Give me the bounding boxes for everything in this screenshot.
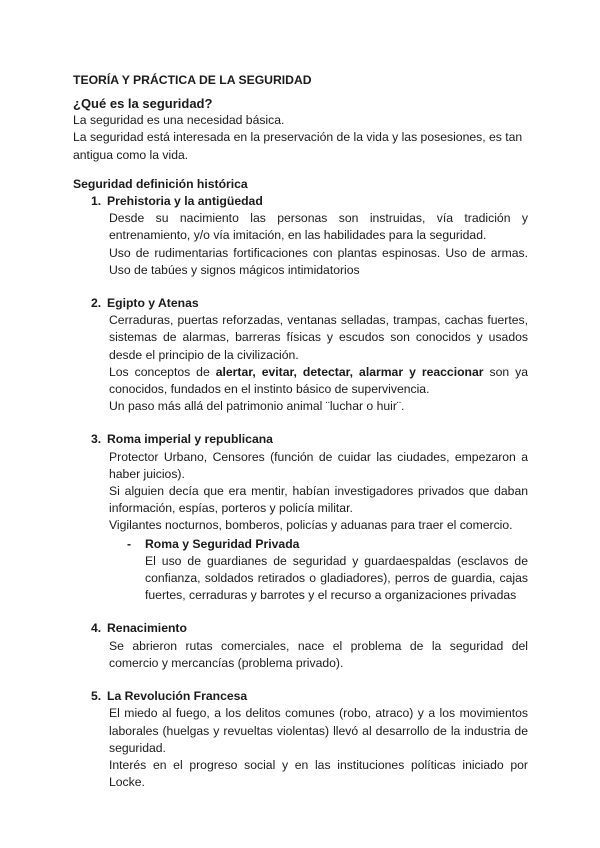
item-body <box>73 449 528 535</box>
item-title: La Revolución Francesa <box>107 689 248 704</box>
paragraph: Uso de rudimentarias fortificaciones con plantas espinosas. Uso de armas. Uso de tabúes y signos mágicos intimidatorios <box>109 245 528 277</box>
section-heading: Seguridad definición histórica <box>73 176 248 191</box>
list-item <box>73 620 528 672</box>
item-heading <box>73 620 528 637</box>
question-heading: ¿Qué es la seguridad? <box>73 96 213 112</box>
bold-concepts: alertar, evitar, detectar, alarmar y reaccionar <box>215 364 484 379</box>
item-body <box>73 638 528 672</box>
paragraph: Interés en el progreso social y en las instituciones políticas iniciado por Locke. <box>109 757 528 790</box>
document-title: TEORÍA Y PRÁCTICA DE LA SEGURIDAD <box>73 73 312 87</box>
list-item <box>73 431 528 604</box>
item-number: 5. <box>91 689 102 704</box>
paragraph: Vigilantes nocturnos, bomberos, policías y aduanas para traer el comercio. <box>109 518 513 533</box>
paragraph: Protector Urbano, Censores (función de cuidar las ciudades, empezaron a haber juicios). <box>109 449 528 481</box>
dash-bullet: - <box>127 536 132 551</box>
item-body <box>73 705 528 791</box>
paragraph: Si alguien decía que era mentir, habían investigadores privados que daban información, espías, porteros y policía militar. <box>109 484 528 516</box>
list-item <box>73 193 528 279</box>
item-heading <box>73 431 528 448</box>
paragraph: Desde su nacimiento las personas son instruidas, vía tradición y entrenamiento, y/o vía imitación, en las habilidades para la seguridad. <box>109 211 528 243</box>
intro-line-2: La seguridad está interesada en la preservación de la vida y las posesiones, es tan antigua como la vida. <box>73 130 523 162</box>
document-page <box>73 72 528 791</box>
item-title: Prehistoria y la antigüedad <box>107 194 263 209</box>
paragraph: El miedo al fuego, a los delitos comunes (robo, atraco) y a los movimientos laborales (huelgas y revueltas violentas) llevó al desarrollo de la industria de seguridad. <box>109 706 528 755</box>
item-title: Egipto y Atenas <box>107 296 199 311</box>
item-number: 3. <box>91 432 102 447</box>
list-item <box>73 688 528 791</box>
sub-item-title: Roma y Seguridad Privada <box>145 536 300 551</box>
paragraph: Cerraduras, puertas reforzadas, ventanas selladas, trampas, cachas fuertes, sistemas de alarmas, barreras físicas y escudos son conocidos y usados desde el principio de la civilización. <box>109 313 528 362</box>
sub-item-heading <box>73 536 528 553</box>
paragraph-text: son ya conocidos, fundados en el instinto básico de supervivencia. <box>109 364 528 397</box>
item-heading <box>73 688 528 705</box>
paragraph-text: Los conceptos de <box>109 364 216 379</box>
item-title: Renacimiento <box>107 621 187 636</box>
paragraph: El uso de guardianes de seguridad y guardaespaldas (esclavos de confianza, soldados retirados o gladiadores), perros de guardia, cajas fuertes, cerraduras y barrotes y el recurso a organizaciones privadas <box>145 553 528 603</box>
paragraph <box>109 364 528 398</box>
item-title: Roma imperial y republicana <box>107 432 273 447</box>
intro-line-1: La seguridad es una necesidad básica. <box>73 113 285 128</box>
paragraph: Un paso más allá del patrimonio animal ¨luchar o huir¨. <box>109 399 405 414</box>
paragraph: Se abrieron rutas comerciales, nace el problema de la seguridad del comercio y mercancías (problema privado). <box>109 638 528 670</box>
item-number: 2. <box>91 296 102 311</box>
item-heading <box>73 295 528 312</box>
sub-item <box>73 536 528 605</box>
item-body <box>73 210 528 279</box>
sub-item-body <box>73 553 528 605</box>
item-number: 1. <box>91 194 102 209</box>
list-item <box>73 295 528 415</box>
item-number: 4. <box>91 621 102 636</box>
item-body <box>73 312 528 415</box>
item-heading <box>73 193 528 210</box>
